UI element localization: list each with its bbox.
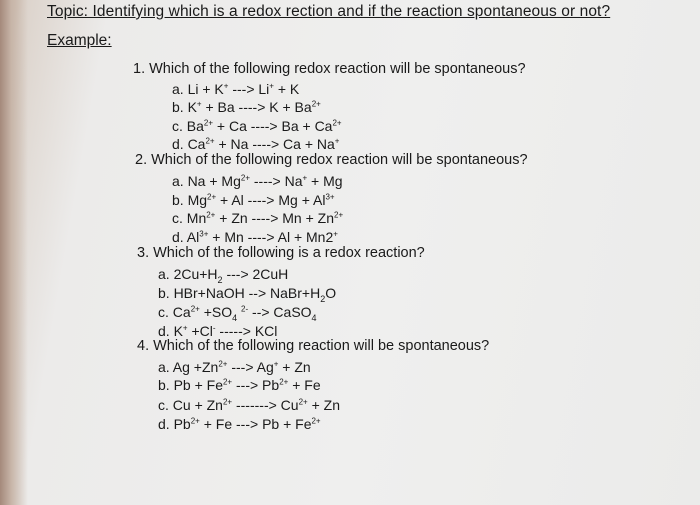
q1-option-b: b. K+ + Ba ----> $K + Ba^{2+}$ [172,99,321,115]
q4-option-c: c. $Cu + Zn^{2+}$ -------> $Cu^{2+} + Zn$ [158,397,341,413]
q3-option-b: b. HBr+NaOH --> $NaBr+H_2O$ [158,285,337,304]
question-1: 1. Which of the following redox reaction will be spontaneous? [133,61,526,77]
q3-option-d: d. K+ +Cl- -----> KCl [158,323,278,339]
topic-heading: Topic: Identifying which is a redox rection and if the reaction spontaneous or not? [47,3,611,20]
q3-option-c: c. $Ca^{2+} +SO_4$ $^{2-}$ --> CaSO$_4$ [158,304,317,323]
q2-option-d: d. $Al^{3+} + Mn$ ----> Al + Mn2+ [172,229,338,245]
q1-option-a: a. Li + K+ ---> Li+ + K [172,81,300,97]
question-2: 2. Which of the following redox reaction will be spontaneous? [135,152,528,168]
q1-option-c: c. $Ba^{2+} + Ca$ ----> $Ba + Ca^{2+}$ [172,118,342,134]
example-label: Example: [47,32,112,49]
q1-option-d: d. $Ca^{2+} + Na$ ----> Ca + Na+ [172,136,340,152]
q4-option-a: a. $Ag +Zn^{2+}$ ---> Ag+ + Zn [158,359,311,375]
q2-option-a: a. $Na + Mg^{2+}$ ----> Na+ + Mg [172,173,343,189]
question-4: 4. Which of the following reaction will be spontaneous? [137,338,490,354]
q3-option-a: a. $2Cu+H_2$ ---> 2CuH [158,266,289,285]
question-3: 3. Which of the following is a redox reaction? [137,245,425,261]
q2-option-c: c. $Mn^{2+} + Zn$ ----> $Mn + Zn^{2+}$ [172,210,344,226]
q4-option-d: d. $Pb^{2+} + Fe$ ---> $Pb + Fe^{2+}$ [158,416,321,432]
q4-option-b: b. $Pb + Fe^{2+}$ ---> $Pb^{2+} + Fe$ [158,377,321,393]
q2-option-b: b. $Mg^{2+} + Al$ ----> $Mg + Al^{3+}$ [172,192,335,208]
